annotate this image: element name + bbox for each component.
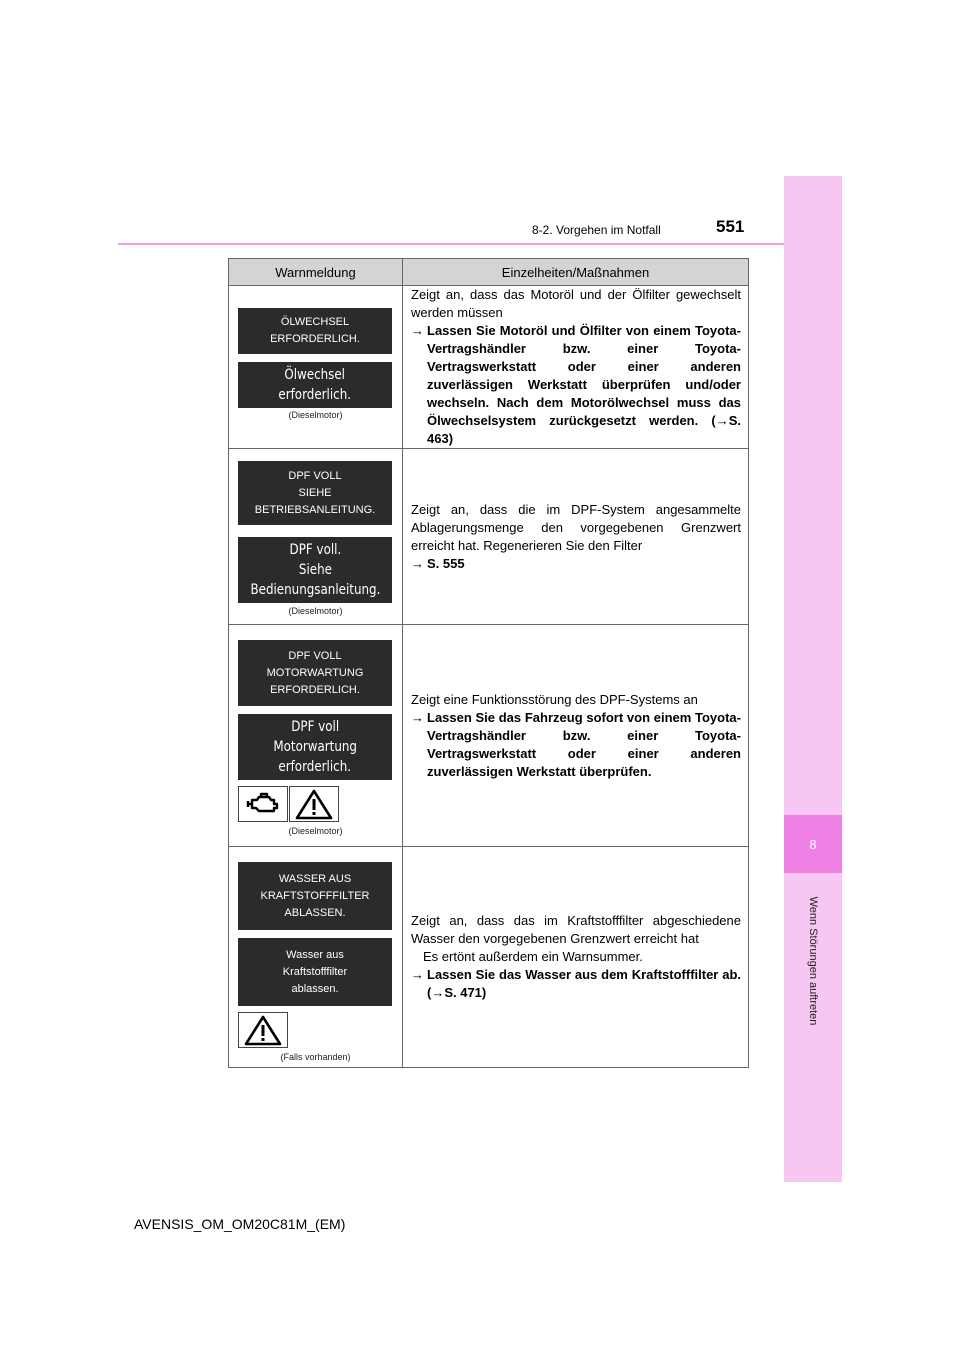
table-row [229,286,749,449]
description-text: Zeigt an, dass das Motoröl und der Ölfilter gewechselt werden müssen [411,287,741,320]
document-code: AVENSIS_OM_OM20C81M_(EM) [134,1216,346,1232]
note-text: Es ertönt außerdem ein Warnsummer. [423,949,643,964]
display-mixed-case: DPF voll Motorwartung erforderlich. [238,714,392,780]
details-cell [403,449,749,625]
display-mixed-case: DPF voll. Siehe Bedienungsanleitung. [238,537,392,603]
page-number: 551 [716,217,745,236]
display-caption: (Dieselmotor) [288,606,343,616]
warning-table [228,258,749,1068]
display-uppercase: DPF VOLL SIEHE BETRIEBSANLEITUNG. [238,461,392,525]
column-header-details: Einzelheiten/Maßnahmen [403,259,749,286]
display-uppercase: ÖLWECHSEL ERFORDERLICH. [238,308,392,354]
arrow-icon: → [411,967,424,982]
table-row [229,449,749,625]
display-mixed-case: Ölwechsel erforderlich. [238,362,392,408]
chapter-title-tab [784,886,842,1036]
warning-display-cell [229,847,403,1068]
indicator-icons [238,786,402,822]
arrow-icon: → [411,709,424,725]
display-caption: (Dieselmotor) [288,410,343,420]
warning-display-cell [229,286,403,449]
arrow-icon: → [411,555,424,571]
display-uppercase: WASSER AUS KRAFTSTOFFFILTER ABLASSEN. [238,862,392,930]
action-text: S. 555 [427,555,465,571]
description-text: Zeigt eine Funktionsstörung des DPF-Systems an [411,691,698,707]
warning-display-cell [229,449,403,625]
action-text: Lassen Sie das Wasser aus dem Kraftstofffilter ab. (→S. 471) [427,967,741,1000]
details-cell [403,286,749,449]
details-cell [403,847,749,1068]
chapter-title: Wenn Störungen auftreten [807,896,819,1026]
column-header-warning: Warnmeldung [229,259,403,286]
details-cell [403,625,749,847]
header-divider [118,243,784,245]
engine-warning-icon [238,786,288,822]
display-caption: (Falls vorhanden) [280,1052,351,1062]
table-row [229,847,749,1068]
arrow-icon: → [411,323,424,338]
table-row [229,625,749,847]
description-text: Zeigt an, dass die im DPF-System angesammelte Ablagerungsmenge den vorgegebenen Grenzwert erreicht hat. Regenerieren Sie den Filter [411,501,741,553]
chapter-number-tab: 8 [784,815,842,873]
section-title: 8-2. Vorgehen im Notfall [532,223,661,237]
action-text: Lassen Sie das Fahrzeug sofort von einem Toyota-Vertragshändler bzw. einer Toyota-Vertragswerkstatt oder einer anderen zuverlässigen Werkstatt überprüfen. [427,709,741,779]
table-header-row [229,259,749,286]
warning-triangle-icon [289,786,339,822]
warning-display-cell [229,625,403,847]
display-caption: (Dieselmotor) [288,826,343,836]
display-uppercase: DPF VOLL MOTORWARTUNG ERFORDERLICH. [238,640,392,706]
display-mixed-case: Wasser aus Kraftstofffilter ablassen. [238,938,392,1006]
warning-triangle-icon [238,1012,288,1048]
description-text: Zeigt an, dass das im Kraftstofffilter abgeschiedene Wasser den vorgegebenen Grenzwert erreicht hat [411,913,741,946]
action-text: Lassen Sie Motoröl und Ölfilter von einem Toyota-Vertragshändler bzw. einer Toyota-Vertragswerkstatt oder einer anderen zuverlässigen Werkstatt überprüfen und/oder wechseln. Nach dem Motorölwechsel muss das Ölwechselsystem zurückgesetzt werden. (→S. 463) [427,323,741,446]
indicator-icons [238,1012,402,1048]
